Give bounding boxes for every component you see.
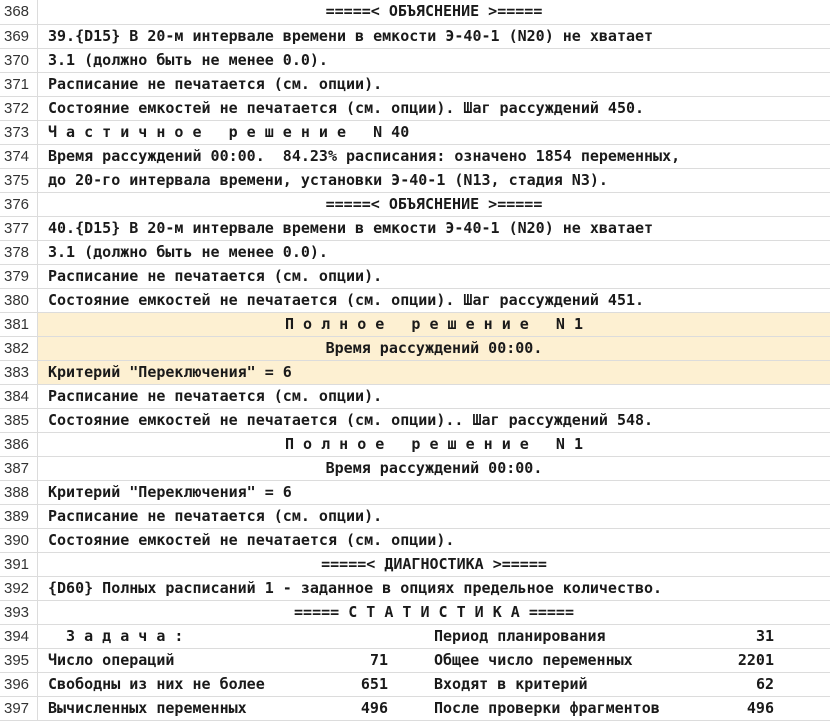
log-text: до 20-го интервала времени, установки Э-40-1 (N13, стадия N3). bbox=[48, 171, 608, 189]
log-row bbox=[0, 25, 830, 49]
log-row bbox=[0, 457, 830, 481]
line-number: 395 bbox=[0, 649, 38, 672]
line-number: 371 bbox=[0, 73, 38, 96]
line-number: 380 bbox=[0, 289, 38, 312]
stat-right-label: Входят в критерий bbox=[434, 675, 588, 693]
log-text: Время рассуждений 00:00. bbox=[38, 337, 830, 360]
log-text: Время рассуждений 00:00. 84.23% расписания: означено 1854 переменных, bbox=[48, 147, 681, 165]
stat-left-label: Свободны из них не более bbox=[48, 675, 265, 693]
line-number: 382 bbox=[0, 337, 38, 360]
log-text: =====< ОБЪЯСНЕНИЕ >===== bbox=[325, 195, 543, 213]
line-number: 375 bbox=[0, 169, 38, 192]
stat-right-label: Период планирования bbox=[434, 627, 606, 645]
log-text: Расписание не печатается (см. опции). bbox=[48, 267, 383, 285]
log-text: Время рассуждений 00:00. bbox=[325, 459, 543, 477]
line-number: 393 bbox=[0, 601, 38, 624]
log-row bbox=[0, 49, 830, 73]
line-number: 392 bbox=[0, 577, 38, 600]
line-number: 388 bbox=[0, 481, 38, 504]
log-row bbox=[0, 409, 830, 433]
line-number: 389 bbox=[0, 505, 38, 528]
line-number: 397 bbox=[0, 697, 38, 720]
stat-left-value: 651 bbox=[360, 675, 388, 693]
stat-row bbox=[0, 649, 830, 673]
log-text: П о л н о е р е ш е н и е N 1 bbox=[284, 435, 583, 453]
line-number: 378 bbox=[0, 241, 38, 264]
log-text: Критерий "Переключения" = 6 bbox=[38, 361, 830, 384]
stat-cell bbox=[38, 625, 830, 648]
log-row bbox=[0, 289, 830, 313]
log-row bbox=[0, 313, 830, 337]
line-number: 376 bbox=[0, 193, 38, 216]
stat-left-value: 71 bbox=[369, 651, 388, 669]
line-number: 384 bbox=[0, 385, 38, 408]
log-row bbox=[0, 265, 830, 289]
log-row bbox=[0, 577, 830, 601]
line-number: 383 bbox=[0, 361, 38, 384]
line-number: 394 bbox=[0, 625, 38, 648]
stat-right-label: Общее число переменных bbox=[434, 651, 633, 669]
line-number: 370 bbox=[0, 49, 38, 72]
stat-cell bbox=[38, 649, 830, 672]
log-row bbox=[0, 241, 830, 265]
log-row bbox=[0, 337, 830, 361]
log-text: {D60} Полных расписаний 1 - заданное в опциях предельное количество. bbox=[48, 579, 663, 597]
log-row bbox=[0, 529, 830, 553]
log-row bbox=[0, 217, 830, 241]
line-number: 387 bbox=[0, 457, 38, 480]
line-number: 381 bbox=[0, 313, 38, 336]
stat-row bbox=[0, 625, 830, 649]
log-row bbox=[0, 505, 830, 529]
log-text: Расписание не печатается (см. опции). bbox=[48, 75, 383, 93]
log-text: Расписание не печатается (см. опции). bbox=[48, 507, 383, 525]
line-number: 369 bbox=[0, 25, 38, 48]
stat-right-value: 31 bbox=[755, 627, 774, 645]
log-text: Критерий "Переключения" = 6 bbox=[48, 483, 292, 501]
line-number: 372 bbox=[0, 97, 38, 120]
stat-left-label: Число операций bbox=[48, 651, 175, 669]
line-number: 390 bbox=[0, 529, 38, 552]
log-row bbox=[0, 193, 830, 217]
log-row bbox=[0, 73, 830, 97]
line-number: 391 bbox=[0, 553, 38, 576]
stat-right-value: 62 bbox=[755, 675, 774, 693]
log-text: Расписание не печатается (см. опции). bbox=[48, 387, 383, 405]
log-row bbox=[0, 145, 830, 169]
log-text: 40.{D15} В 20-м интервале времени в емкости Э-40-1 (N20) не хватает bbox=[48, 219, 654, 237]
log-text: =====< ДИАГНОСТИКА >===== bbox=[321, 555, 547, 573]
log-text: Состояние емкостей не печатается (см. опции).. Шаг рассуждений 548. bbox=[48, 411, 654, 429]
log-row bbox=[0, 97, 830, 121]
stat-row bbox=[0, 697, 830, 721]
log-text: 3.1 (должно быть не менее 0.0). bbox=[48, 51, 328, 69]
line-number: 368 bbox=[0, 0, 38, 24]
stat-right-value: 2201 bbox=[737, 651, 774, 669]
log-row bbox=[0, 361, 830, 385]
log-row bbox=[0, 0, 830, 25]
stat-right-value: 496 bbox=[746, 699, 774, 717]
line-number: 377 bbox=[0, 217, 38, 240]
log-text: 39.{D15} В 20-м интервале времени в емкости Э-40-1 (N20) не хватает bbox=[48, 27, 654, 45]
stat-row bbox=[0, 673, 830, 697]
log-text: Состояние емкостей не печатается (см. опции). Шаг рассуждений 451. bbox=[48, 291, 645, 309]
stat-cell bbox=[38, 697, 830, 720]
log-text: Состояние емкостей не печатается (см. опции). bbox=[48, 531, 455, 549]
line-number: 374 bbox=[0, 145, 38, 168]
log-text: ===== С Т А Т И С Т И К А ===== bbox=[294, 603, 574, 621]
log-row bbox=[0, 553, 830, 577]
line-number: 396 bbox=[0, 673, 38, 696]
line-number: 373 bbox=[0, 121, 38, 144]
log-row bbox=[0, 433, 830, 457]
log-text: П о л н о е р е ш е н и е N 1 bbox=[38, 313, 830, 336]
stat-left-value: 496 bbox=[360, 699, 388, 717]
line-number: 385 bbox=[0, 409, 38, 432]
log-row bbox=[0, 481, 830, 505]
stat-left-label: З а д а ч а : bbox=[48, 627, 184, 645]
stat-right-label: После проверки фрагментов bbox=[434, 699, 660, 717]
log-text: Ч а с т и ч н о е р е ш е н и е N 40 bbox=[48, 123, 410, 141]
log-text: 3.1 (должно быть не менее 0.0). bbox=[48, 243, 328, 261]
log-row bbox=[0, 169, 830, 193]
log-text: Состояние емкостей не печатается (см. опции). Шаг рассуждений 450. bbox=[48, 99, 645, 117]
stat-cell bbox=[38, 673, 830, 696]
stat-left-label: Вычисленных переменных bbox=[48, 699, 247, 717]
line-number: 386 bbox=[0, 433, 38, 456]
log-text: =====< ОБЪЯСНЕНИЕ >===== bbox=[325, 2, 543, 20]
line-number: 379 bbox=[0, 265, 38, 288]
log-row bbox=[0, 121, 830, 145]
log-row bbox=[0, 385, 830, 409]
log-row bbox=[0, 601, 830, 625]
